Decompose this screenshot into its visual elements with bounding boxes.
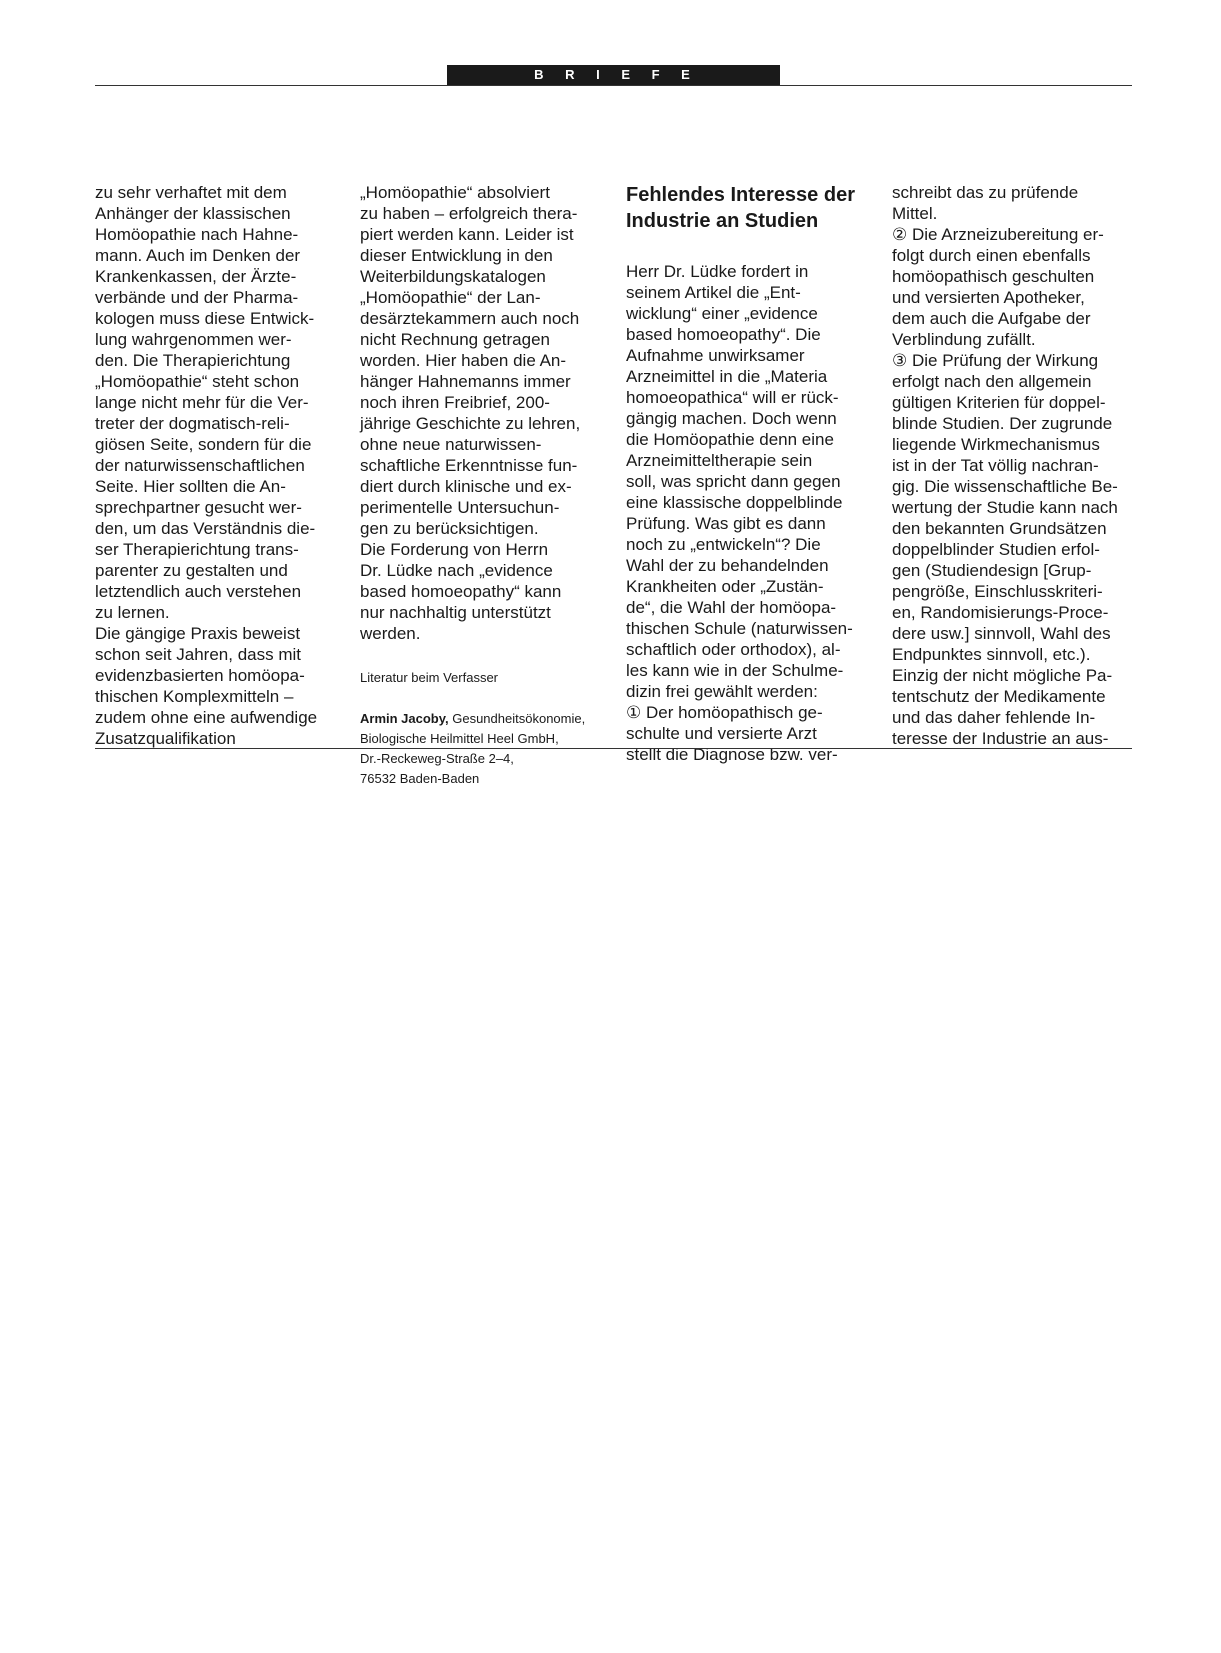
letter-heading: Fehlendes Interesse der Industrie an Studien <box>626 184 855 232</box>
column-3 <box>626 161 866 786</box>
author-signature <box>360 709 600 789</box>
author-details: Gesundheitsökonomie, Biologische Heilmittel Heel GmbH, Dr.-Reckeweg-Straße 2–4, 76532 Baden-Baden <box>360 711 586 786</box>
section-banner: B R I E F E <box>447 65 780 85</box>
top-rule <box>95 85 1132 86</box>
column-4-text: schreibt das zu prüfende Mittel. ② Die Arzneizubereitung er- folgt durch einen ebenfalls homöopathisch geschulten und versierten Apotheker, dem auch die Aufgabe der Verblindung zufällt. ③ Die Prüfung der Wirkung erfolgt nach den allgemein gültigen Kriterien für doppel- blinde Studien. Der zugrunde liegende Wirkmechanismus ist in der Tat völlig nachran- gig. Die wissenschaftliche Be- wertung der Studie kann nach den bekannten Grundsätzen doppelblinder Studien erfol- gen (Studiendesign [Grup- pengröße, Einschlusskriteri- en, Randomisierungs-Proce- dere usw.] sinnvoll, Wahl des Endpunktes sinnvoll, etc.). Einzig der nicht mögliche Pa- tentschutz der Medikamente und das daher fehlende In- teresse der Industrie an aus- <box>892 183 1118 748</box>
author-name: Armin Jacoby, <box>360 711 449 726</box>
literature-note: Literatur beim Verfasser <box>360 670 499 685</box>
column-3-text: Herr Dr. Lüdke fordert in seinem Artikel die „Ent- wicklung“ einer „evidence based homoeopathy“. Die Aufnahme unwirksamer Arzneimittel in die „Materia homoeopathica“ will er rück- gängig machen. Doch wenn die Homöopathie denn eine Arzneimitteltherapie sein soll, was spricht dann gegen eine klassische doppelblinde Prüfung. Was gibt es dann noch zu „entwickeln“? Die Wahl der zu behandelnden Krankheiten oder „Zustän- de“, die Wahl der homöopa- thischen Schule (naturwissen- schaftlich oder orthodox), al- les kann wie in der Schulme- dizin frei gewählt werden: ① Der homöopathisch ge- schulte und versierte Arzt stellt die Diagnose bzw. ver- <box>626 262 853 764</box>
column-2 <box>360 161 600 810</box>
column-4 <box>892 161 1132 770</box>
column-1-text: zu sehr verhaftet mit dem Anhänger der klassischen Homöopathie nach Hahne- mann. Auch im Denken der Krankenkassen, der Ärzte- verbände und der Pharma- kologen muss diese Entwick- lung wahrgenommen wer- den. Die Therapierichtung „Homöopathie“ steht schon lange nicht mehr für die Ver- treter der dogmatisch-reli- giösen Seite, sondern für die der naturwissenschaftlichen Seite. Hier sollten die An- sprechpartner gesucht wer- den, um das Verständnis die- ser Therapierichtung trans- parenter zu gestalten und letztendlich auch verstehen zu lernen. Die gängige Praxis beweist schon seit Jahren, dass mit evidenzbasierten homöopa- thischen Komplexmitteln – zudem ohne eine aufwendige Zusatzqualifikation <box>95 183 318 748</box>
bottom-rule <box>95 748 1132 749</box>
column-2-text: „Homöopathie“ absolviert zu haben – erfolgreich thera- piert werden kann. Leider ist dieser Entwicklung in den Weiterbildungskatalogen „Homöopathie“ der Lan- desärztekammern auch noch nicht Rechnung getragen worden. Hier haben die An- hänger Hahnemanns immer noch ihren Freibrief, 200- jährige Geschichte zu lehren, ohne neue naturwissen- schaftliche Erkenntnisse fun- diert durch klinische und ex- perimentelle Untersuchun- gen zu berücksichtigen. Die Forderung von Herrn Dr. Lüdke nach „evidence based homoeopathy“ kann nur nachhaltig unterstützt werden. <box>360 183 581 643</box>
column-1 <box>95 161 335 770</box>
